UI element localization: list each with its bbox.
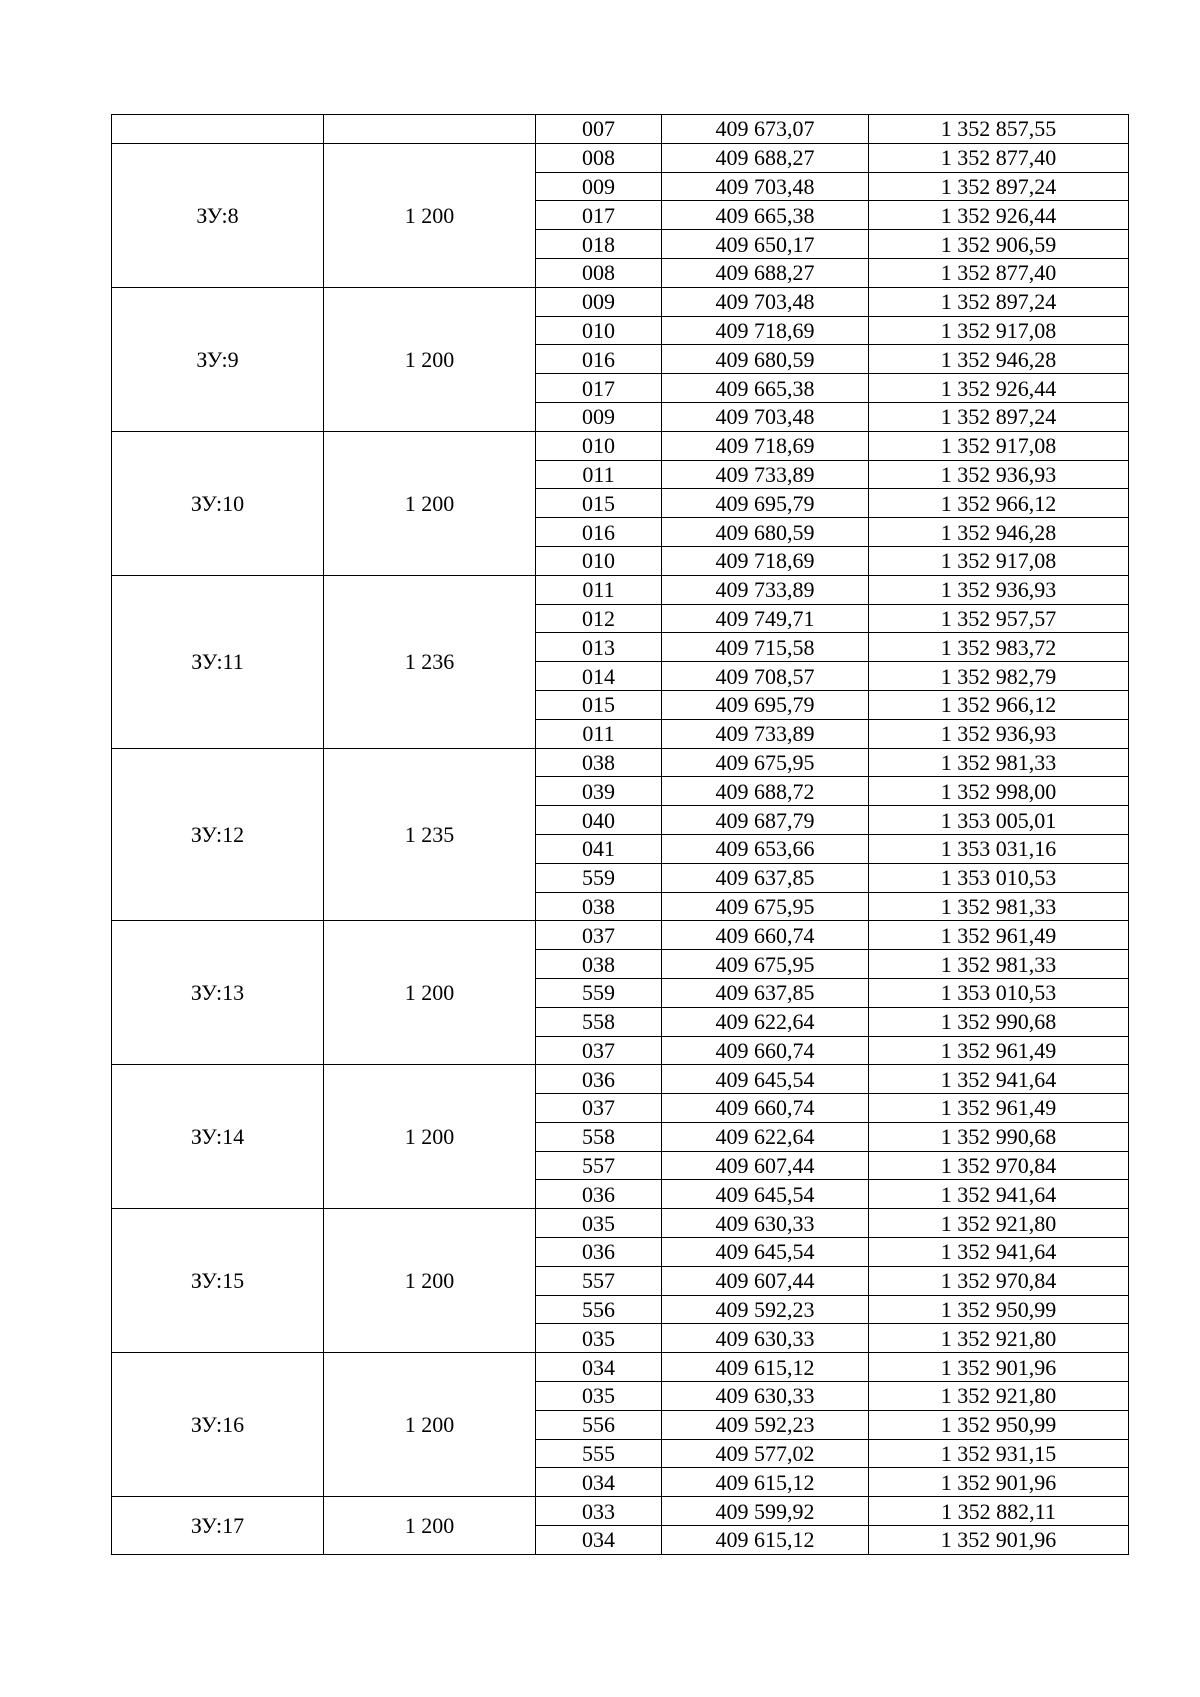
y-coordinate-cell: 1 352 936,93: [869, 575, 1129, 604]
x-coordinate-cell: 409 637,85: [662, 978, 869, 1007]
y-coordinate-cell: 1 352 990,68: [869, 1007, 1129, 1036]
point-number-cell: 009: [536, 172, 662, 201]
table-row: [112, 748, 1129, 777]
x-coordinate-cell: 409 715,58: [662, 633, 869, 662]
x-coordinate-cell: 409 592,23: [662, 1295, 869, 1324]
area-cell: 1 200: [324, 1353, 536, 1497]
y-coordinate-cell: 1 352 941,64: [869, 1180, 1129, 1209]
x-coordinate-cell: 409 718,69: [662, 316, 869, 345]
area-cell: 1 200: [324, 431, 536, 575]
y-coordinate-cell: 1 352 961,49: [869, 921, 1129, 950]
x-coordinate-cell: 409 718,69: [662, 431, 869, 460]
y-coordinate-cell: 1 352 981,33: [869, 748, 1129, 777]
point-number-cell: 012: [536, 604, 662, 633]
x-coordinate-cell: 409 645,54: [662, 1180, 869, 1209]
area-cell: 1 200: [324, 1209, 536, 1353]
y-coordinate-cell: 1 352 921,80: [869, 1382, 1129, 1411]
y-coordinate-cell: 1 352 998,00: [869, 777, 1129, 806]
point-number-cell: 036: [536, 1180, 662, 1209]
x-coordinate-cell: 409 607,44: [662, 1266, 869, 1295]
point-number-cell: 035: [536, 1382, 662, 1411]
parcel-id-cell: [112, 115, 324, 144]
x-coordinate-cell: 409 673,07: [662, 115, 869, 144]
x-coordinate-cell: 409 703,48: [662, 287, 869, 316]
x-coordinate-cell: 409 637,85: [662, 863, 869, 892]
point-number-cell: 034: [536, 1468, 662, 1497]
y-coordinate-cell: 1 353 010,53: [869, 863, 1129, 892]
table-row: [112, 1209, 1129, 1238]
x-coordinate-cell: 409 749,71: [662, 604, 869, 633]
x-coordinate-cell: 409 687,79: [662, 806, 869, 835]
y-coordinate-cell: 1 352 857,55: [869, 115, 1129, 144]
y-coordinate-cell: 1 352 926,44: [869, 374, 1129, 403]
area-cell: 1 200: [324, 921, 536, 1065]
y-coordinate-cell: 1 352 921,80: [869, 1324, 1129, 1353]
parcel-id-cell: ЗУ:15: [112, 1209, 324, 1353]
x-coordinate-cell: 409 607,44: [662, 1151, 869, 1180]
y-coordinate-cell: 1 352 901,96: [869, 1353, 1129, 1382]
x-coordinate-cell: 409 708,57: [662, 662, 869, 691]
point-number-cell: 007: [536, 115, 662, 144]
x-coordinate-cell: 409 665,38: [662, 374, 869, 403]
area-cell: 1 200: [324, 287, 536, 431]
x-coordinate-cell: 409 630,33: [662, 1324, 869, 1353]
point-number-cell: 017: [536, 374, 662, 403]
coordinates-table: [111, 114, 1129, 1555]
y-coordinate-cell: 1 352 950,99: [869, 1295, 1129, 1324]
point-number-cell: 037: [536, 1094, 662, 1123]
area-cell: 1 200: [324, 143, 536, 287]
x-coordinate-cell: 409 675,95: [662, 950, 869, 979]
x-coordinate-cell: 409 615,12: [662, 1353, 869, 1382]
x-coordinate-cell: 409 577,02: [662, 1439, 869, 1468]
point-number-cell: 010: [536, 546, 662, 575]
x-coordinate-cell: 409 733,89: [662, 460, 869, 489]
point-number-cell: 556: [536, 1295, 662, 1324]
x-coordinate-cell: 409 615,12: [662, 1526, 869, 1555]
x-coordinate-cell: 409 733,89: [662, 719, 869, 748]
x-coordinate-cell: 409 688,27: [662, 258, 869, 287]
x-coordinate-cell: 409 703,48: [662, 172, 869, 201]
parcel-id-cell: ЗУ:9: [112, 287, 324, 431]
y-coordinate-cell: 1 352 970,84: [869, 1266, 1129, 1295]
y-coordinate-cell: 1 352 990,68: [869, 1122, 1129, 1151]
point-number-cell: 034: [536, 1526, 662, 1555]
y-coordinate-cell: 1 352 897,24: [869, 287, 1129, 316]
y-coordinate-cell: 1 352 931,15: [869, 1439, 1129, 1468]
y-coordinate-cell: 1 352 941,64: [869, 1065, 1129, 1094]
x-coordinate-cell: 409 630,33: [662, 1209, 869, 1238]
y-coordinate-cell: 1 352 901,96: [869, 1526, 1129, 1555]
table-row: [112, 287, 1129, 316]
parcel-id-cell: ЗУ:12: [112, 748, 324, 921]
point-number-cell: 558: [536, 1122, 662, 1151]
point-number-cell: 037: [536, 921, 662, 950]
parcel-id-cell: ЗУ:14: [112, 1065, 324, 1209]
y-coordinate-cell: 1 352 983,72: [869, 633, 1129, 662]
y-coordinate-cell: 1 352 941,64: [869, 1238, 1129, 1267]
y-coordinate-cell: 1 352 961,49: [869, 1094, 1129, 1123]
y-coordinate-cell: 1 353 010,53: [869, 978, 1129, 1007]
table-row: [112, 143, 1129, 172]
point-number-cell: 558: [536, 1007, 662, 1036]
x-coordinate-cell: 409 660,74: [662, 1094, 869, 1123]
point-number-cell: 013: [536, 633, 662, 662]
y-coordinate-cell: 1 352 950,99: [869, 1410, 1129, 1439]
y-coordinate-cell: 1 352 946,28: [869, 518, 1129, 547]
x-coordinate-cell: 409 680,59: [662, 345, 869, 374]
table-row: [112, 431, 1129, 460]
y-coordinate-cell: 1 352 906,59: [869, 230, 1129, 259]
point-number-cell: 009: [536, 287, 662, 316]
x-coordinate-cell: 409 630,33: [662, 1382, 869, 1411]
parcel-id-cell: ЗУ:17: [112, 1497, 324, 1555]
y-coordinate-cell: 1 352 981,33: [869, 950, 1129, 979]
point-number-cell: 557: [536, 1266, 662, 1295]
point-number-cell: 017: [536, 201, 662, 230]
x-coordinate-cell: 409 592,23: [662, 1410, 869, 1439]
y-coordinate-cell: 1 353 005,01: [869, 806, 1129, 835]
point-number-cell: 009: [536, 402, 662, 431]
parcel-id-cell: ЗУ:8: [112, 143, 324, 287]
x-coordinate-cell: 409 660,74: [662, 921, 869, 950]
y-coordinate-cell: 1 352 982,79: [869, 662, 1129, 691]
y-coordinate-cell: 1 352 946,28: [869, 345, 1129, 374]
table-row: [112, 1353, 1129, 1382]
table-row: [112, 1065, 1129, 1094]
area-cell: 1 236: [324, 575, 536, 748]
x-coordinate-cell: 409 660,74: [662, 1036, 869, 1065]
point-number-cell: 038: [536, 950, 662, 979]
x-coordinate-cell: 409 615,12: [662, 1468, 869, 1497]
y-coordinate-cell: 1 352 966,12: [869, 690, 1129, 719]
x-coordinate-cell: 409 622,64: [662, 1007, 869, 1036]
point-number-cell: 559: [536, 978, 662, 1007]
parcel-id-cell: ЗУ:10: [112, 431, 324, 575]
point-number-cell: 011: [536, 719, 662, 748]
point-number-cell: 016: [536, 345, 662, 374]
y-coordinate-cell: 1 352 936,93: [869, 460, 1129, 489]
x-coordinate-cell: 409 688,72: [662, 777, 869, 806]
coordinates-table-body: [112, 115, 1129, 1555]
x-coordinate-cell: 409 703,48: [662, 402, 869, 431]
point-number-cell: 010: [536, 431, 662, 460]
point-number-cell: 557: [536, 1151, 662, 1180]
y-coordinate-cell: 1 352 921,80: [869, 1209, 1129, 1238]
x-coordinate-cell: 409 665,38: [662, 201, 869, 230]
point-number-cell: 034: [536, 1353, 662, 1382]
x-coordinate-cell: 409 733,89: [662, 575, 869, 604]
point-number-cell: 039: [536, 777, 662, 806]
point-number-cell: 014: [536, 662, 662, 691]
y-coordinate-cell: 1 352 901,96: [869, 1468, 1129, 1497]
y-coordinate-cell: 1 352 970,84: [869, 1151, 1129, 1180]
y-coordinate-cell: 1 352 877,40: [869, 143, 1129, 172]
table-row: [112, 921, 1129, 950]
x-coordinate-cell: 409 653,66: [662, 834, 869, 863]
y-coordinate-cell: 1 352 961,49: [869, 1036, 1129, 1065]
y-coordinate-cell: 1 352 936,93: [869, 719, 1129, 748]
point-number-cell: 011: [536, 460, 662, 489]
y-coordinate-cell: 1 352 966,12: [869, 489, 1129, 518]
y-coordinate-cell: 1 352 877,40: [869, 258, 1129, 287]
area-cell: 1 200: [324, 1065, 536, 1209]
point-number-cell: 018: [536, 230, 662, 259]
point-number-cell: 015: [536, 690, 662, 719]
table-row: [112, 575, 1129, 604]
y-coordinate-cell: 1 352 981,33: [869, 892, 1129, 921]
point-number-cell: 559: [536, 863, 662, 892]
x-coordinate-cell: 409 695,79: [662, 690, 869, 719]
y-coordinate-cell: 1 353 031,16: [869, 834, 1129, 863]
y-coordinate-cell: 1 352 917,08: [869, 431, 1129, 460]
x-coordinate-cell: 409 695,79: [662, 489, 869, 518]
point-number-cell: 035: [536, 1324, 662, 1353]
y-coordinate-cell: 1 352 926,44: [869, 201, 1129, 230]
point-number-cell: 008: [536, 258, 662, 287]
point-number-cell: 035: [536, 1209, 662, 1238]
x-coordinate-cell: 409 650,17: [662, 230, 869, 259]
x-coordinate-cell: 409 680,59: [662, 518, 869, 547]
x-coordinate-cell: 409 688,27: [662, 143, 869, 172]
y-coordinate-cell: 1 352 917,08: [869, 316, 1129, 345]
point-number-cell: 041: [536, 834, 662, 863]
point-number-cell: 033: [536, 1497, 662, 1526]
x-coordinate-cell: 409 622,64: [662, 1122, 869, 1151]
y-coordinate-cell: 1 352 957,57: [869, 604, 1129, 633]
x-coordinate-cell: 409 599,92: [662, 1497, 869, 1526]
point-number-cell: 016: [536, 518, 662, 547]
point-number-cell: 040: [536, 806, 662, 835]
table-row: [112, 115, 1129, 144]
y-coordinate-cell: 1 352 897,24: [869, 172, 1129, 201]
y-coordinate-cell: 1 352 882,11: [869, 1497, 1129, 1526]
y-coordinate-cell: 1 352 917,08: [869, 546, 1129, 575]
parcel-id-cell: ЗУ:11: [112, 575, 324, 748]
x-coordinate-cell: 409 718,69: [662, 546, 869, 575]
parcel-id-cell: ЗУ:13: [112, 921, 324, 1065]
point-number-cell: 008: [536, 143, 662, 172]
parcel-id-cell: ЗУ:16: [112, 1353, 324, 1497]
point-number-cell: 015: [536, 489, 662, 518]
x-coordinate-cell: 409 675,95: [662, 748, 869, 777]
x-coordinate-cell: 409 645,54: [662, 1065, 869, 1094]
x-coordinate-cell: 409 645,54: [662, 1238, 869, 1267]
area-cell: 1 200: [324, 1497, 536, 1555]
point-number-cell: 036: [536, 1238, 662, 1267]
point-number-cell: 556: [536, 1410, 662, 1439]
x-coordinate-cell: 409 675,95: [662, 892, 869, 921]
point-number-cell: 555: [536, 1439, 662, 1468]
point-number-cell: 010: [536, 316, 662, 345]
point-number-cell: 038: [536, 892, 662, 921]
point-number-cell: 011: [536, 575, 662, 604]
area-cell: [324, 115, 536, 144]
point-number-cell: 036: [536, 1065, 662, 1094]
area-cell: 1 235: [324, 748, 536, 921]
point-number-cell: 037: [536, 1036, 662, 1065]
table-row: [112, 1497, 1129, 1526]
point-number-cell: 038: [536, 748, 662, 777]
y-coordinate-cell: 1 352 897,24: [869, 402, 1129, 431]
